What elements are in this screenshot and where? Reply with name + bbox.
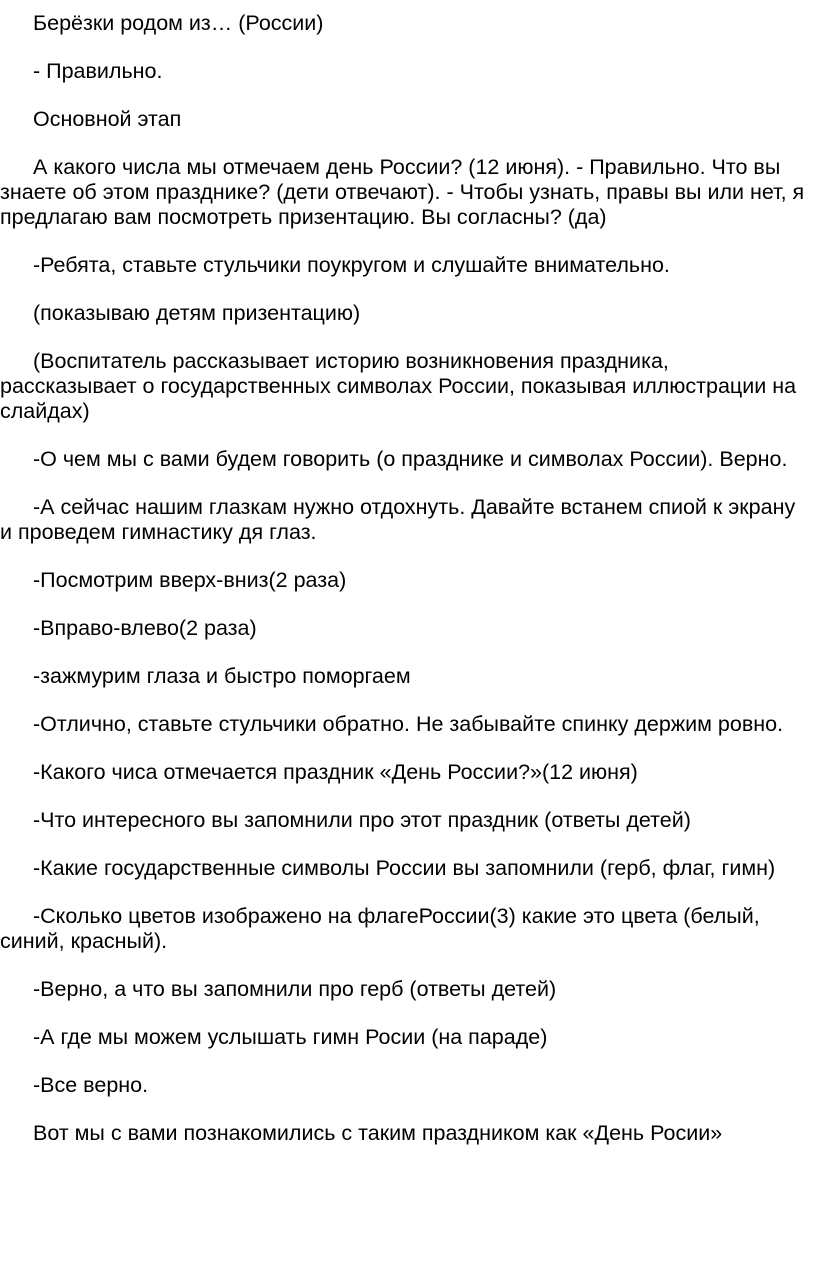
paragraph-5: -Ребята, ставьте стульчики поукругом и слушайте внимательно. xyxy=(33,253,670,277)
paragraph-7: (Воспитатель рассказывает историю возникновения праздника, рассказывает о государственных символах России, показывая иллюстрации на слайдах) xyxy=(0,349,797,423)
paragraph-15: -Что интересного вы запомнили про этот праздник (ответы детей) xyxy=(33,808,691,832)
paragraph-17: -Сколько цветов изображено на флагеРоссии(3) какие это цвета (белый, синий, красный). xyxy=(0,904,760,953)
paragraph-13: -Отлично, ставьте стульчики обратно. Не забывайте спинку держим ровно. xyxy=(33,712,784,736)
paragraph-16: -Какие государственные символы России вы запомнили (герб, флаг, гимн) xyxy=(33,856,776,880)
paragraph-4: А какого числа мы отмечаем день России? (12 июня). - Правильно. Что вы знаете об этом празднике? (дети отвечают). - Чтобы узнать, правы вы или нет, я предлагаю вам посмотреть призентацию. Вы согласны? (да) xyxy=(0,155,805,229)
paragraph-6: (показываю детям призентацию) xyxy=(33,301,361,325)
paragraph-9: -А сейчас нашим глазкам нужно отдохнуть. Давайте встанем спиой к экрану и проведем гимнастику дя глаз. xyxy=(0,495,796,544)
paragraph-10: -Посмотрим вверх-вниз(2 раза) xyxy=(33,568,347,592)
paragraph-19: -А где мы можем услышать гимн Росии (на параде) xyxy=(33,1025,548,1049)
paragraph-20: -Все верно. xyxy=(33,1073,149,1097)
paragraph-2: - Правильно. xyxy=(33,59,163,83)
paragraph-11: -Вправо-влево(2 раза) xyxy=(33,616,257,640)
paragraph-3: Основной этап xyxy=(33,107,182,131)
paragraph-18: -Верно, а что вы запомнили про герб (ответы детей) xyxy=(33,977,557,1001)
paragraph-21: Вот мы с вами познакомились с таким праздником как «День Росии» xyxy=(33,1121,723,1145)
paragraph-8: -О чем мы с вами будем говорить (о празднике и символах России). Верно. xyxy=(33,447,788,471)
paragraph-14: -Какого чиса отмечается праздник «День России?»(12 июня) xyxy=(33,760,638,784)
paragraph-1: Берёзки родом из… (России) xyxy=(33,11,324,35)
paragraph-12: -зажмурим глаза и быстро поморгаем xyxy=(33,664,411,688)
